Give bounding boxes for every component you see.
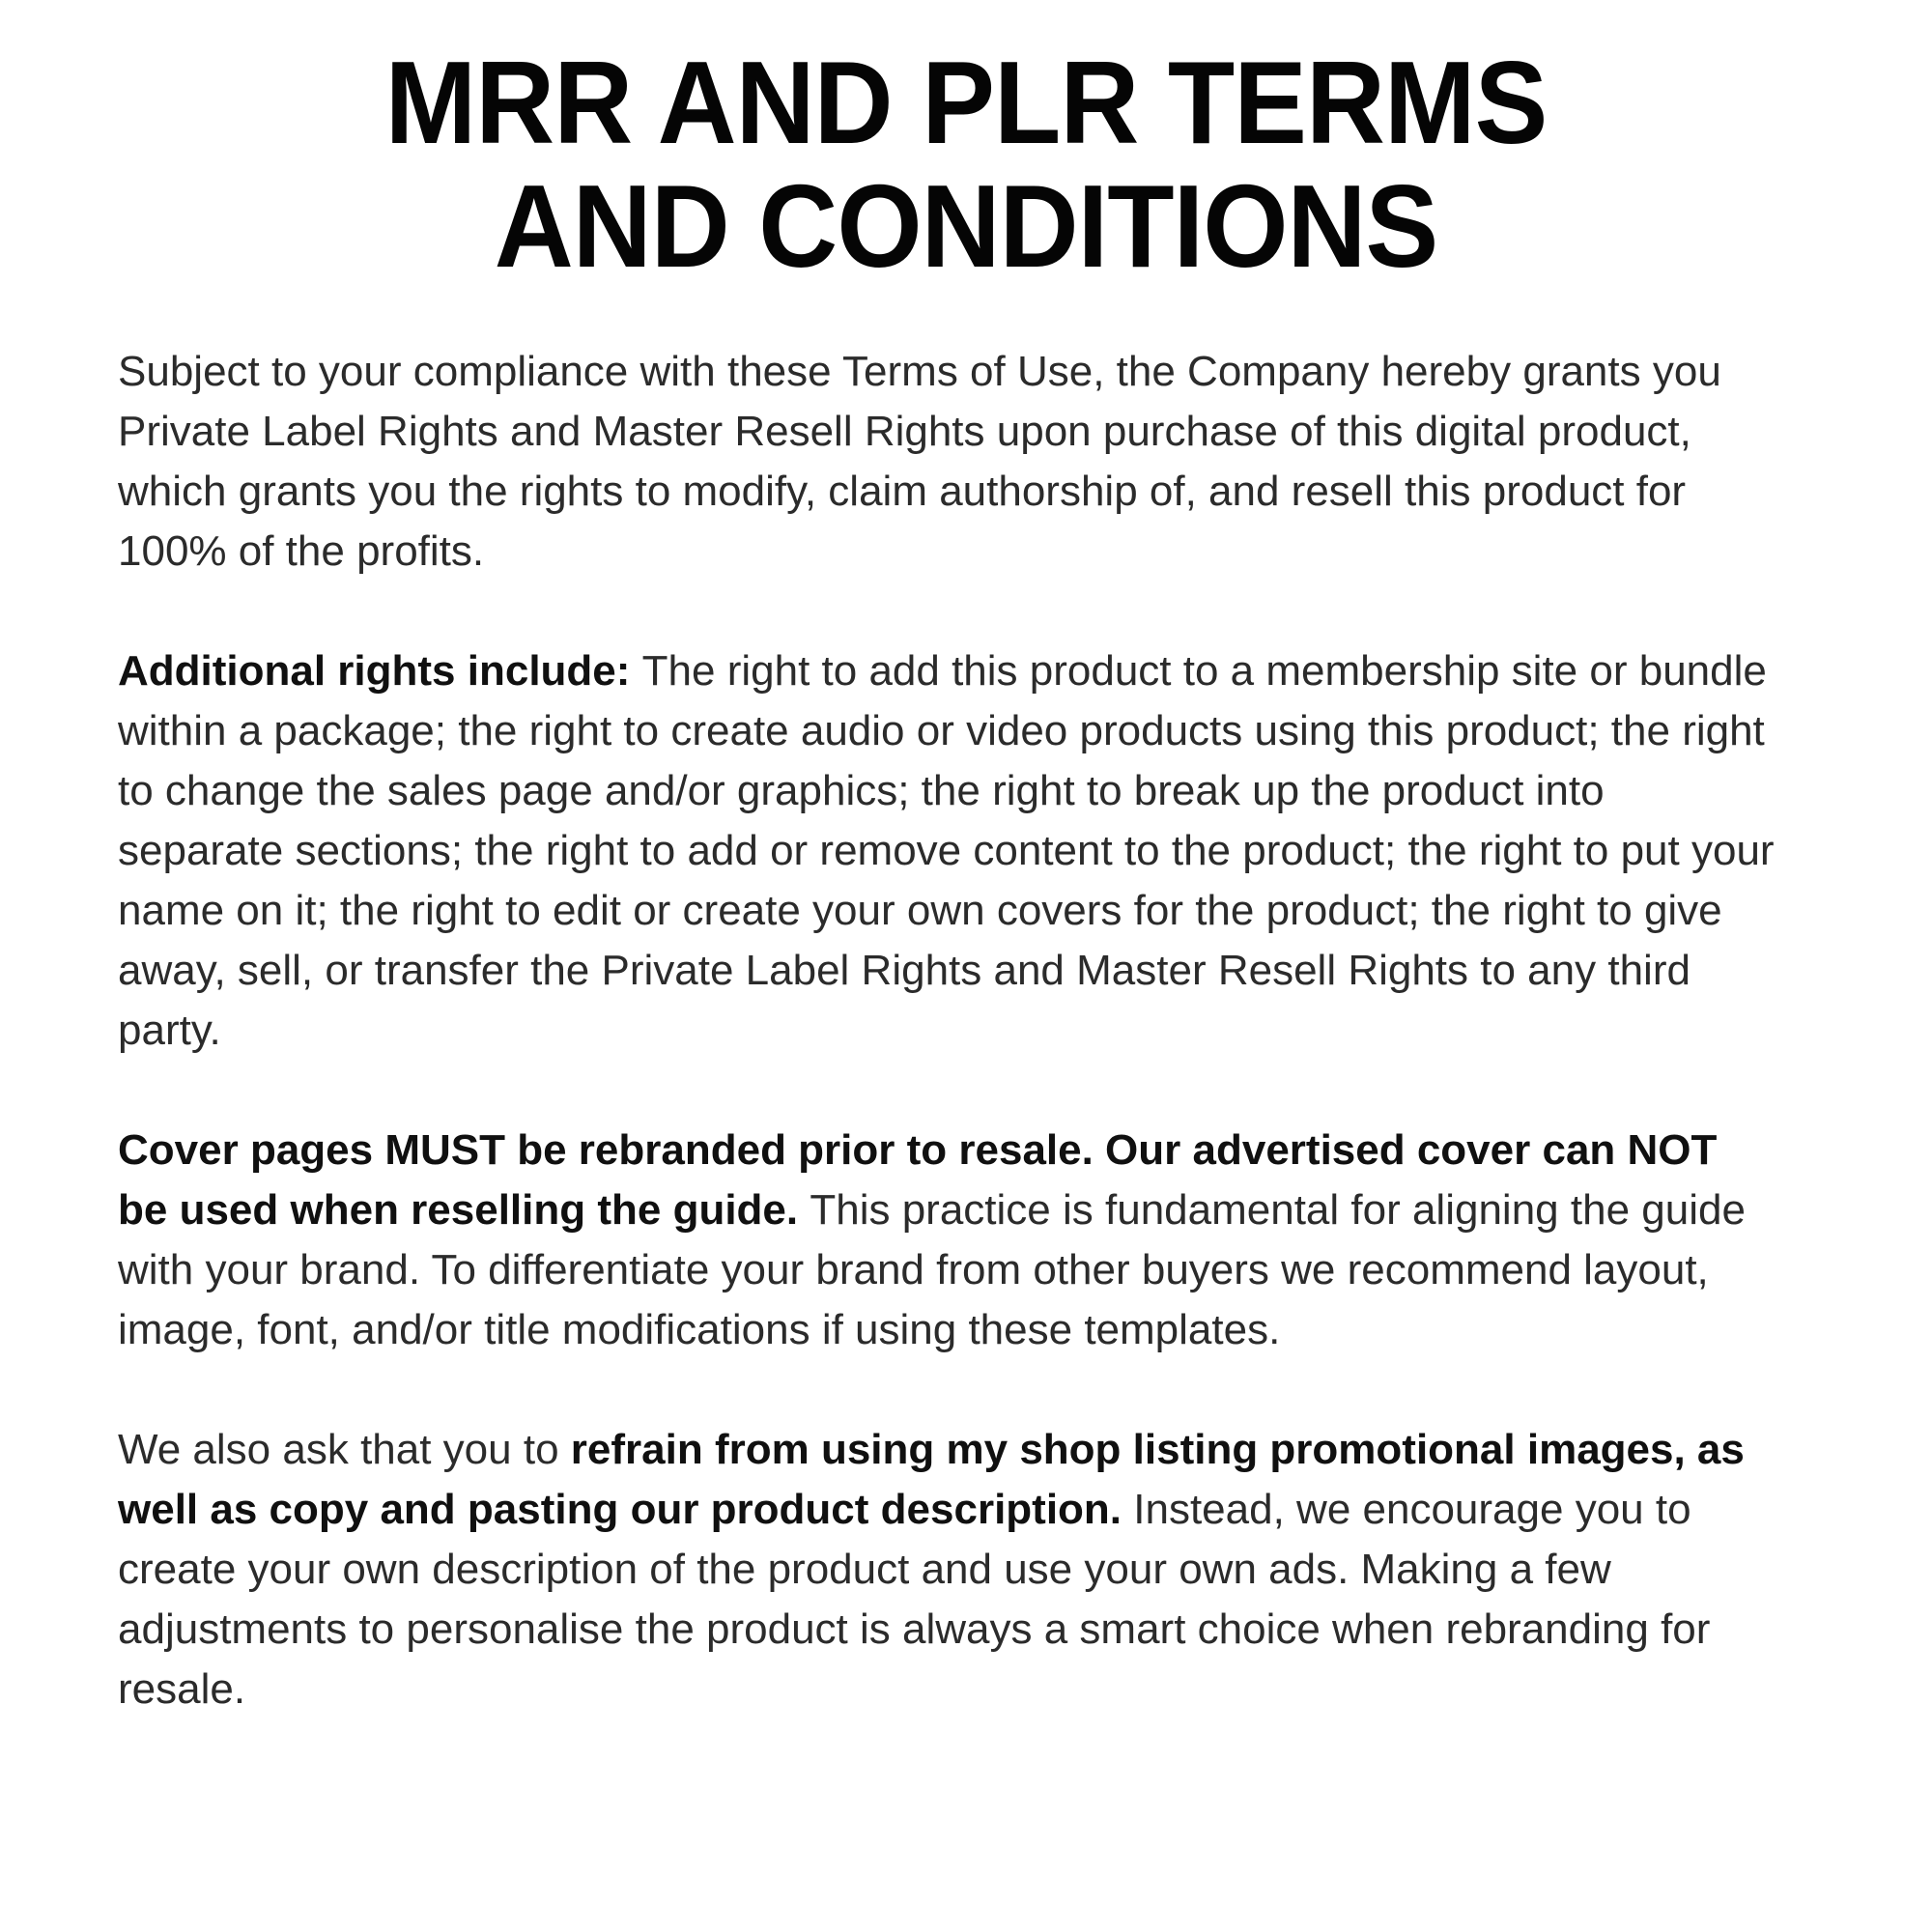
page-title-line1: MRR AND PLR TERMS: [384, 37, 1548, 168]
page-title-line2: AND CONDITIONS: [494, 160, 1438, 292]
additional-rights-lead-in: Additional rights include:: [118, 647, 642, 695]
promotional-images-text: Instead, we encourage you to create your own description of the product and use your own ads. Making a few adjustments to personalise the product is always a smart choice when rebranding for resale.: [118, 1486, 1711, 1713]
paragraph-promotional-images: [118, 1420, 1777, 1719]
terms-body: [118, 342, 1777, 1719]
paragraph-additional-rights: [118, 641, 1777, 1061]
promotional-images-lead: We also ask that you to: [118, 1426, 571, 1473]
cover-rebranding-requirement: Cover pages MUST be rebranded prior to resale. Our advertised cover can NOT be used when reselling the guide.: [118, 1126, 1718, 1234]
paragraph-cover-rebranding: [118, 1121, 1777, 1360]
paragraph-grant-of-rights: [118, 342, 1777, 582]
cover-rebranding-text: This practice is fundamental for aligning the guide with your brand. To differentiate your brand from other buyers we recommend layout, image, font, and/or title modifications if using these templates.: [118, 1186, 1746, 1353]
additional-rights-text: The right to add this product to a membership site or bundle within a package; the right to create audio or video products using this product; the right to change the sales page and/or graphics; the right to break up the product into separate sections; the right to add or remove content to the product; the right to put your name on it; the right to edit or create your own covers for the product; the right to give away, sell, or transfer the Private Label Rights and Master Resell Rights to any third party.: [118, 647, 1775, 1054]
page-title: [68, 0, 1864, 292]
grant-of-rights-text: Subject to your compliance with these Terms of Use, the Company hereby grants you Private Label Rights and Master Resell Rights upon purchase of this digital product, which grants you the rights to modify, claim authorship of, and resell this product for 100% of the profits.: [118, 348, 1721, 575]
promotional-images-restriction: refrain from using my shop listing promotional images, as well as copy and pasting our product description.: [118, 1426, 1745, 1533]
